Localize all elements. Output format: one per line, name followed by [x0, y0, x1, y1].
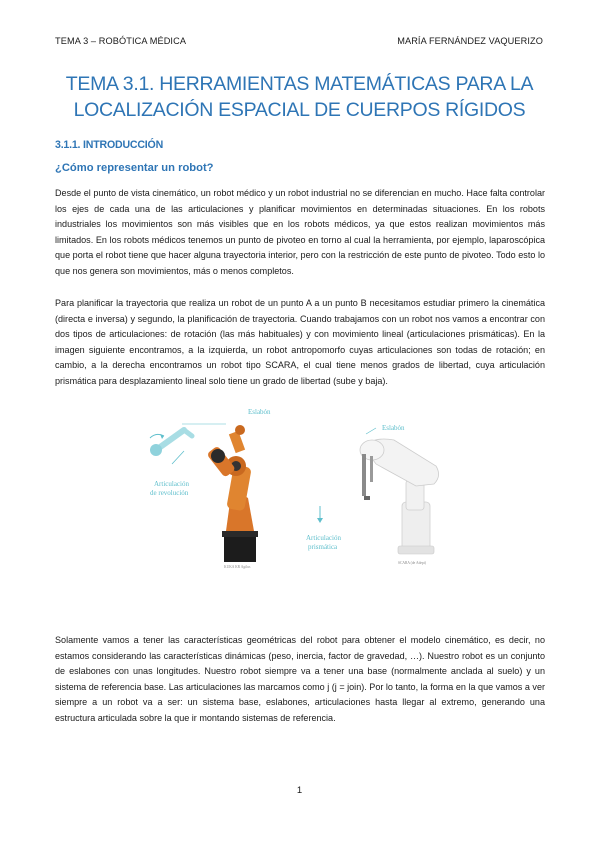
paragraph-2: Para planificar la trayectoria que realiza un robot de un punto A a un punto B necesitamos estudiar primero la cinemática (directa e inversa) y segundo, la planificación de trayectoria. Cuando trabajamos con un robot nos vamos a encontrar con dos tipos de articulaciones: de rotación (las más habituales) y con movimiento lineal (articulaciones prismáticas). En la imagen siguiente encontramos, a la izquierda, un robot antropomorfo cuyas articulaciones son todas de rotación; en cambio, a la derecha encontramos un robot tipo SCARA, el cual tiene menos grados de libertad, cuya articulación prismática para desplazamiento lineal solo tiene un grado de libertad (sube y baja). — [55, 298, 545, 386]
title-line-1: TEMA 3.1. HERRAMIENTAS MATEMÁTICAS PARA LA — [65, 73, 534, 95]
header-right: MARÍA FERNÁNDEZ VAQUERIZO — [397, 36, 543, 46]
paragraph-3: Solamente vamos a tener las características geométricas del robot para obtener el modelo cinemático, es decir, no estamos considerando las características dinámicas (peso, inercia, factor de gravedad, …). Nuestro robot es un conjunto de eslabones con unas longitudes. Nuestro robot siempre va a tener una base (normalmente anclada al suelo) y un sistema de referencia base. Las articulaciones las marcamos como j (j = join). Por lo tanto, la forma en la que vamos a ver siempre a un robot va a ser: un sistema base, eslabones, articulaciones hasta llegar al extremo, generando una estructura articulada sobre la que ir montando sistemas de referencia. — [55, 635, 545, 723]
paragraph-1: Desde el punto de vista cinemático, un robot médico y un robot industrial no se diferencian en mucho. Hace falta controlar los ejes de cada una de las articulaciones y planificar movimientos en determinadas situaciones. En los robots industriales los movimientos son más visibles que en los robots médicos, ya que estos realizan movimientos más limitados. En los robots médicos tenemos un punto de pivoteo en torno al cual la herramienta, por ejemplo, laparoscópica que porta el robot tiene que hacer alguna trayectoria interior, pero con la restricción de este punto de pivoteo. Todo esto lo que nos genera son movimientos, más o menos completos. — [55, 188, 545, 276]
scara-joint-label-1: Articulación — [306, 534, 341, 542]
subsection-heading: ¿Cómo representar un robot? — [55, 162, 214, 174]
title-line-2: LOCALIZACIÓN ESPACIAL DE CUERPOS RÍGIDOS — [73, 99, 526, 121]
scara-link-label: Eslabón — [382, 424, 405, 432]
page-number: 1 — [296, 785, 303, 796]
page-title — [40, 71, 559, 123]
kuka-caption: KUKA KR Agilus — [224, 565, 251, 569]
header-left: TEMA 3 – ROBÓTICA MÉDICA — [55, 36, 187, 46]
kuka-joint-label-1: Articulación — [154, 480, 189, 488]
scara-robot-illustration — [306, 424, 439, 565]
section-heading: 3.1.1. INTRODUCCIÓN — [55, 139, 164, 151]
kuka-robot-illustration — [150, 408, 271, 569]
scara-joint-label-2: prismática — [308, 543, 338, 551]
robots-figure — [144, 406, 454, 572]
scara-caption: SCARA (de Adept) — [398, 561, 426, 565]
kuka-link-label: Eslabón — [248, 408, 271, 416]
kuka-joint-label-2: de revolución — [150, 489, 189, 497]
